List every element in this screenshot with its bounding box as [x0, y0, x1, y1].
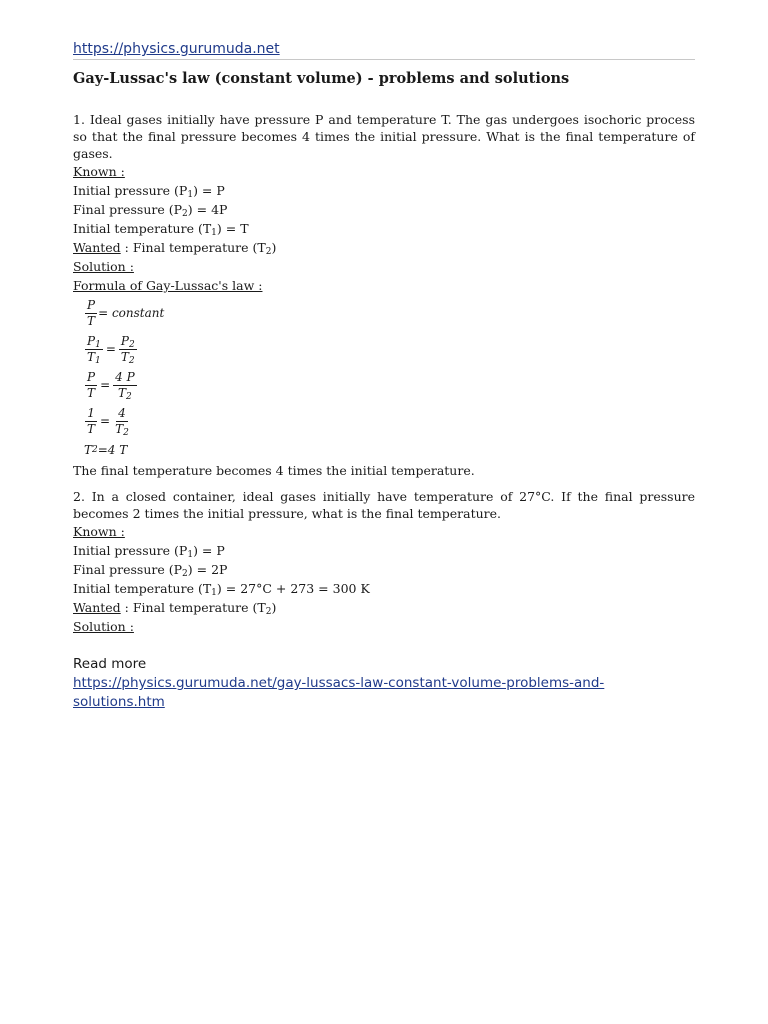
problem-1-question: 1. Ideal gases initially have pressure P and temperature T. The gas undergoes isochoric process so that the final pressure becomes 4 times the initial pressure. What is the final temperature of gases. [73, 112, 695, 161]
problem-1-initial-pressure: Initial pressure $(P_1) = P$ [73, 183, 225, 200]
problem-1-conclusion: The final temperature becomes 4 times the initial temperature. [73, 463, 475, 478]
problem-2-final-pressure: Final pressure $(P_2) = 2P$ [73, 562, 228, 579]
equation-result: T 2 =4 T [84, 442, 128, 457]
header-divider [73, 59, 695, 60]
fraction-4p-over-t2: $\frac{4 P}{T_2}$ [115, 369, 135, 402]
problem-1-wanted: Wanted : Final temperature $(T_2)$ [73, 240, 277, 257]
problem-1-solution-label: Solution : [73, 259, 134, 274]
fraction-p2-over-t2: $\frac{P_2}{T_2}$ [120, 333, 135, 366]
equals-constant: = constant [98, 305, 165, 320]
equation-2: $\frac{P_1}{T_1}$ = $\frac{P_2}{T_2}$ [87, 333, 135, 366]
problem-1-formula-label: Formula of Gay-Lussac's law : [73, 278, 263, 293]
problem-1-initial-temperature: Initial temperature $(T_1) = T$ [73, 221, 249, 238]
read-more-link[interactable]: https://physics.gurumuda.net/gay-lussacs-law-constant-volume-problems-and-solutions.htm [73, 675, 605, 710]
problem-2-initial-pressure: Initial pressure $(P_1) = P$ [73, 543, 225, 560]
read-more-label: Read more [73, 656, 147, 672]
equation-1 [84, 295, 695, 331]
article-body [73, 111, 695, 636]
equation-3: $\frac{P}{T}$ = $\frac{4 P}{T_2}$ [87, 369, 135, 402]
problem-1-final-pressure: Final pressure $(P_2) = 4P$ [73, 202, 228, 219]
fraction-1-over-t: $\frac{1}{T}$ [87, 405, 96, 436]
problem-2-initial-temperature: Initial temperature $(T_1) = 27^\circ C + 273 = 300$ K [73, 581, 370, 598]
page-title: Gay-Lussac's law (constant volume) - problems and solutions [73, 70, 570, 87]
problem-2-question: 2. In a closed container, ideal gases initially have temperature of 27°C. If the final pressure becomes 2 times the initial pressure, what is the final temperature. [73, 489, 695, 521]
equation-4: $\frac{1}{T}$ = $\frac{4}{T_2}$ [87, 405, 129, 438]
problem-2-wanted: Wanted : Final temperature $(T_2)$ [73, 600, 277, 617]
fraction-4-over-t2: $\frac{4}{T_2}$ [115, 405, 129, 438]
section-gap [73, 480, 695, 488]
fraction-p-over-t: $\frac{P}{T}$ [87, 297, 96, 328]
header-site-link[interactable]: https://physics.gurumuda.net [73, 41, 280, 57]
problem-2-known-label: Known : [73, 524, 125, 539]
problem-2-solution-label: Solution : [73, 619, 134, 634]
problem-1-known-label: Known : [73, 164, 125, 179]
fraction-p-over-t: $\frac{P}{T}$ [87, 369, 96, 400]
read-more-section [73, 655, 695, 712]
fraction-p1-over-t1: $\frac{P_1}{T_1}$ [87, 333, 101, 366]
problem-1-equations [73, 295, 695, 461]
